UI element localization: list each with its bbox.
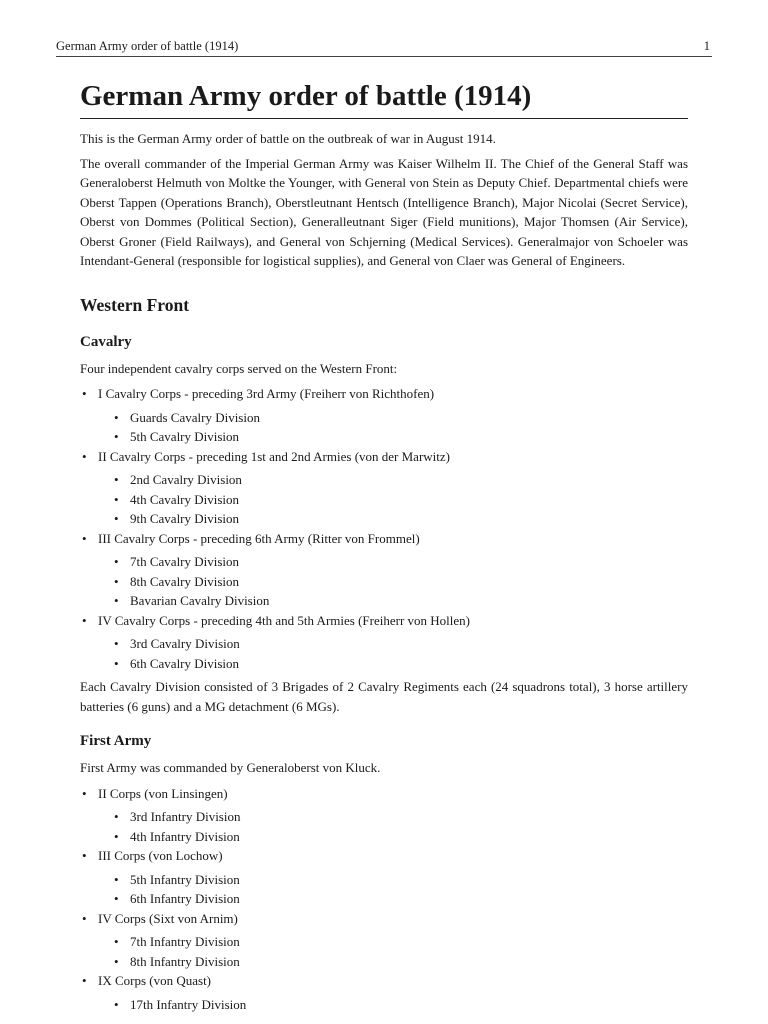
division-item (98, 995, 688, 1015)
division-item (98, 427, 688, 447)
running-header (56, 36, 712, 57)
division-list (98, 807, 688, 846)
division-label: 8th Cavalry Division (130, 573, 240, 589)
division-item (98, 807, 688, 827)
bullet-icon: • (114, 871, 119, 887)
division-item (98, 490, 688, 510)
division-item (98, 591, 688, 611)
corps-item (80, 529, 688, 611)
division-list (98, 552, 688, 611)
bullet-icon: • (82, 448, 87, 464)
division-label: 9th Cavalry Division (130, 511, 240, 526)
division-item (98, 408, 688, 428)
corps-item (80, 971, 688, 1014)
division-label: 6th Infantry Division (130, 891, 240, 906)
article-body (80, 76, 688, 1014)
corps-label: IX Corps (von Quast) (98, 973, 212, 988)
division-label: 7th Infantry Division (130, 934, 240, 949)
bullet-icon: • (114, 636, 119, 651)
cavalry-division-note: Each Cavalry Division consisted of 3 Brigades of 2 Cavalry Regiments each (24 squadrons total), 3 horse artillery batteries (6 guns) and a MG detachment (6 MGs). (80, 679, 688, 714)
bullet-icon: • (114, 491, 119, 507)
bullet-icon: • (114, 573, 119, 589)
bullet-icon: • (114, 996, 119, 1012)
division-item (98, 827, 688, 847)
subsection-heading-first-army: First Army (80, 733, 152, 749)
bullet-icon: • (114, 809, 119, 824)
division-label: 5th Cavalry Division (130, 429, 240, 444)
corps-label: III Cavalry Corps - preceding 6th Army (Ritter von Frommel) (98, 530, 420, 546)
corps-label: IV Corps (Sixt von Arnim) (98, 910, 238, 926)
bullet-icon: • (114, 429, 119, 444)
bullet-icon: • (82, 386, 87, 401)
subsection-heading-cavalry: Cavalry (80, 333, 132, 350)
bullet-icon: • (114, 409, 119, 425)
corps-item (80, 384, 688, 447)
corps-label: I Cavalry Corps - preceding 3rd Army (Freiherr von Richthofen) (98, 386, 435, 401)
division-label: 3rd Cavalry Division (130, 636, 240, 651)
division-list (98, 870, 688, 909)
bullet-icon: • (114, 953, 119, 969)
corps-label: III Corps (von Lochow) (98, 848, 223, 863)
division-label: 3rd Infantry Division (130, 809, 241, 824)
division-list (98, 470, 688, 529)
division-item (98, 509, 688, 529)
page-number: 1 (703, 39, 710, 53)
division-item (98, 470, 688, 490)
bullet-icon: • (82, 530, 87, 546)
division-list (98, 932, 688, 971)
bullet-icon: • (114, 655, 119, 671)
division-item (98, 932, 688, 952)
division-label: 7th Cavalry Division (130, 554, 240, 569)
corps-label: II Corps (von Linsingen) (98, 785, 228, 801)
division-list (98, 995, 688, 1015)
division-label: 17th Infantry Division (130, 996, 247, 1012)
commanders-paragraph: The overall commander of the Imperial German Army was Kaiser Wilhelm II. The Chief of the General Staff was Generaloberst Helmuth von Moltke the Younger, with General von Stein as Deputy Chief. Departmental chiefs were Oberst Tappen (Operations Branch), Oberstleutnant Hentsch (Intelligence Branch), Major Nicolai (Secret Service), Oberst von Dommes (Political Section), Generalleutnant Siger (Field munitions), Major Thomsen (Air Service), Oberst Groner (Field Railways), and General von Schjerning (Medical Services). Generalmajor von Schoeler was Intendant-General (responsible for logistical supplies), and General von Claer was General of Engineers. (80, 155, 688, 268)
division-label: Bavarian Cavalry Division (130, 593, 270, 608)
division-label: 4th Cavalry Division (130, 491, 240, 507)
bullet-icon: • (114, 554, 119, 569)
division-list (98, 408, 688, 447)
corps-item (80, 909, 688, 972)
corps-label: IV Cavalry Corps - preceding 4th and 5th Armies (Freiherr von Hollen) (98, 612, 470, 628)
corps-label: II Cavalry Corps - preceding 1st and 2nd Armies (von der Marwitz) (98, 448, 450, 464)
corps-item (80, 784, 688, 847)
bullet-icon: • (114, 593, 119, 608)
division-label: 8th Infantry Division (130, 953, 240, 969)
division-item (98, 870, 688, 890)
division-item (98, 952, 688, 972)
bullet-icon: • (114, 472, 119, 487)
division-label: 5th Infantry Division (130, 871, 240, 887)
bullet-icon: • (82, 612, 87, 628)
first-army-lead: First Army was commanded by Generaloberst von Kluck. (80, 760, 381, 775)
division-label: 6th Cavalry Division (130, 655, 240, 671)
cavalry-lead: Four independent cavalry corps served on the Western Front: (80, 360, 398, 376)
cavalry-corps-list (80, 384, 688, 673)
bullet-icon: • (82, 910, 87, 926)
bullet-icon: • (114, 511, 119, 526)
corps-item (80, 611, 688, 674)
running-header-title: German Army order of battle (1914) (56, 39, 239, 53)
corps-item (80, 447, 688, 529)
corps-item (80, 846, 688, 909)
section-heading-western-front: Western Front (80, 294, 190, 315)
bullet-icon: • (82, 785, 87, 801)
bullet-icon: • (82, 848, 87, 863)
bullet-icon: • (114, 828, 119, 844)
bullet-icon: • (114, 934, 119, 949)
division-item (98, 572, 688, 592)
division-list (98, 634, 688, 673)
page-title: German Army order of battle (1914) (80, 76, 688, 119)
bullet-icon: • (82, 973, 87, 988)
bullet-icon: • (114, 891, 119, 906)
division-label: 4th Infantry Division (130, 828, 240, 844)
intro-paragraph: This is the German Army order of battle on the outbreak of war in August 1914. (80, 131, 496, 146)
division-item (98, 552, 688, 572)
division-label: Guards Cavalry Division (130, 409, 260, 425)
division-label: 2nd Cavalry Division (130, 472, 242, 487)
first-army-corps-list (80, 784, 688, 1015)
division-item (98, 889, 688, 909)
division-item (98, 634, 688, 654)
division-item (98, 654, 688, 674)
